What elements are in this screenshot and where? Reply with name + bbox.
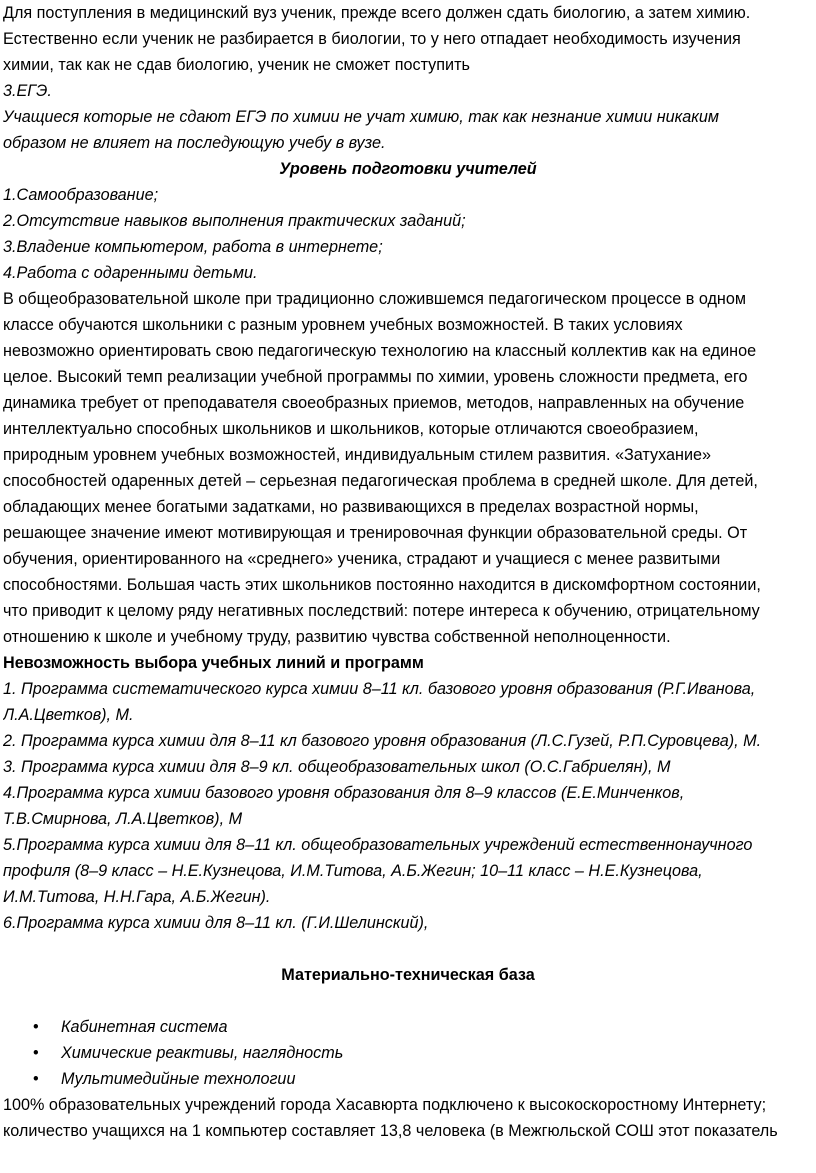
bullet-icon: • xyxy=(33,1070,39,1088)
program-line: 1. Программа систематического курса химии 8–11 кл. базового уровня образования (Р.Г.Иванова, xyxy=(3,680,756,698)
bullet-text: Мультимедийные технологии xyxy=(61,1070,296,1088)
material-base-heading: Материально-техническая база xyxy=(281,966,535,984)
paragraph-2-line: динамика требует от преподавателя своеобразных приемов, методов, направленных на обучение xyxy=(3,394,745,412)
blank-spacer xyxy=(3,936,813,962)
teacher-level-item: 1.Самообразование; xyxy=(3,186,159,204)
program-line: Т.В.Смирнова, Л.А.Цветков), М xyxy=(3,810,243,828)
programs-heading: Невозможность выбора учебных линий и программ xyxy=(3,654,424,672)
bullet-text: Кабинетная система xyxy=(61,1018,228,1036)
paragraph-2-line: решающее значение имеют мотивирующая и тренировочная функции образовательной среды. От xyxy=(3,524,748,542)
material-bullet-item xyxy=(3,1014,813,1040)
ege-item: 3.ЕГЭ. xyxy=(3,82,52,100)
paragraph-2-line: обучения, ориентированного на «среднего» ученика, страдают и учащиеся с менее развитыми xyxy=(3,550,721,568)
paragraph-2-line: классе обучаются школьники с разным уровнем учебных возможностей. В таких условиях xyxy=(3,316,683,334)
teacher-level-item: 4.Работа с одаренными детьми. xyxy=(3,264,258,282)
program-line: 3. Программа курса химии для 8–9 кл. общеобразовательных школ (О.С.Габриелян), М xyxy=(3,758,671,776)
program-line: 6.Программа курса химии для 8–11 кл. (Г.И.Шелинский), xyxy=(3,914,429,932)
paragraph-1-line: химии, так как не сдав биологию, ученик не сможет поступить xyxy=(3,56,470,74)
program-line: профиля (8–9 класс – Н.Е.Кузнецова, И.М.Титова, А.Б.Жегин; 10–11 класс – Н.Е.Кузнецова, xyxy=(3,862,703,880)
material-bullet-item xyxy=(3,1040,813,1066)
paragraph-2-line: В общеобразовательной школе при традиционно сложившемся педагогическом процессе в одном xyxy=(3,290,747,308)
bullet-icon: • xyxy=(33,1018,39,1036)
paragraph-2-line: отношению к школе и учебному труду, развитию чувства собственной неполноценности. xyxy=(3,628,671,646)
blank-spacer xyxy=(3,988,813,1014)
paragraph-2-line: способностями. Большая часть этих школьников постоянно находится в дискомфортном состоянии, xyxy=(3,576,761,594)
paragraph-2-line: природным уровнем учебных возможностей, индивидуальным стилем развития. «Затухание» xyxy=(3,446,712,464)
paragraph-2-line: обладающих менее богатыми задатками, но развивающихся в пределах возрастной нормы, xyxy=(3,498,699,516)
program-line: 4.Программа курса химии базового уровня образования для 8–9 классов (Е.Е.Минченков, xyxy=(3,784,685,802)
program-line: 2. Программа курса химии для 8–11 кл базового уровня образования (Л.С.Гузей, Р.П.Суровцева), М. xyxy=(3,732,762,750)
paragraph-3-line: 100% образовательных учреждений города Хасавюрта подключено к высокоскоростному Интернету; xyxy=(3,1096,767,1114)
paragraph-2-line: интеллектуально способных школьников и школьников, которые отличаются своеобразием, xyxy=(3,420,699,438)
bullet-icon: • xyxy=(33,1044,39,1062)
paragraph-1-line: Естественно если ученик не разбирается в биологии, то у него отпадает необходимость изучения xyxy=(3,30,741,48)
bullet-text: Химические реактивы, наглядность xyxy=(61,1044,344,1062)
paragraph-2-line: невозможно ориентировать свою педагогическую технологию на классный коллектив как на единое xyxy=(3,342,757,360)
teacher-level-heading: Уровень подготовки учителей xyxy=(279,160,537,178)
paragraph-1-line: Для поступления в медицинский вуз ученик, прежде всего должен сдать биологию, а затем химию. xyxy=(3,4,751,22)
program-line: И.М.Титова, Н.Н.Гара, А.Б.Жегин). xyxy=(3,888,271,906)
program-line: Л.А.Цветков), М. xyxy=(3,706,134,724)
italic-note-line: Учащиеся которые не сдают ЕГЭ по химии не учат химию, так как незнание химии никаким xyxy=(3,108,720,126)
paragraph-2-line: что приводит к целому ряду негативных последствий: потере интереса к обучению, отрицательному xyxy=(3,602,760,620)
program-line: 5.Программа курса химии для 8–11 кл. общеобразовательных учреждений естественнонаучного xyxy=(3,836,753,854)
paragraph-2-line: способностей одаренных детей – серьезная педагогическая проблема в средней школе. Для детей, xyxy=(3,472,758,490)
material-bullet-item xyxy=(3,1066,813,1092)
paragraph-2-line: целое. Высокий темп реализации учебной программы по химии, уровень сложности предмета, его xyxy=(3,368,748,386)
teacher-level-item: 3.Владение компьютером, работа в интернете; xyxy=(3,238,383,256)
teacher-level-item: 2.Отсутствие навыков выполнения практических заданий; xyxy=(3,212,466,230)
paragraph-3-line: количество учащихся на 1 компьютер составляет 13,8 человека (в Межгюльской СОШ этот показатель xyxy=(3,1122,778,1140)
italic-note-line: образом не влияет на последующую учебу в вузе. xyxy=(3,134,386,152)
